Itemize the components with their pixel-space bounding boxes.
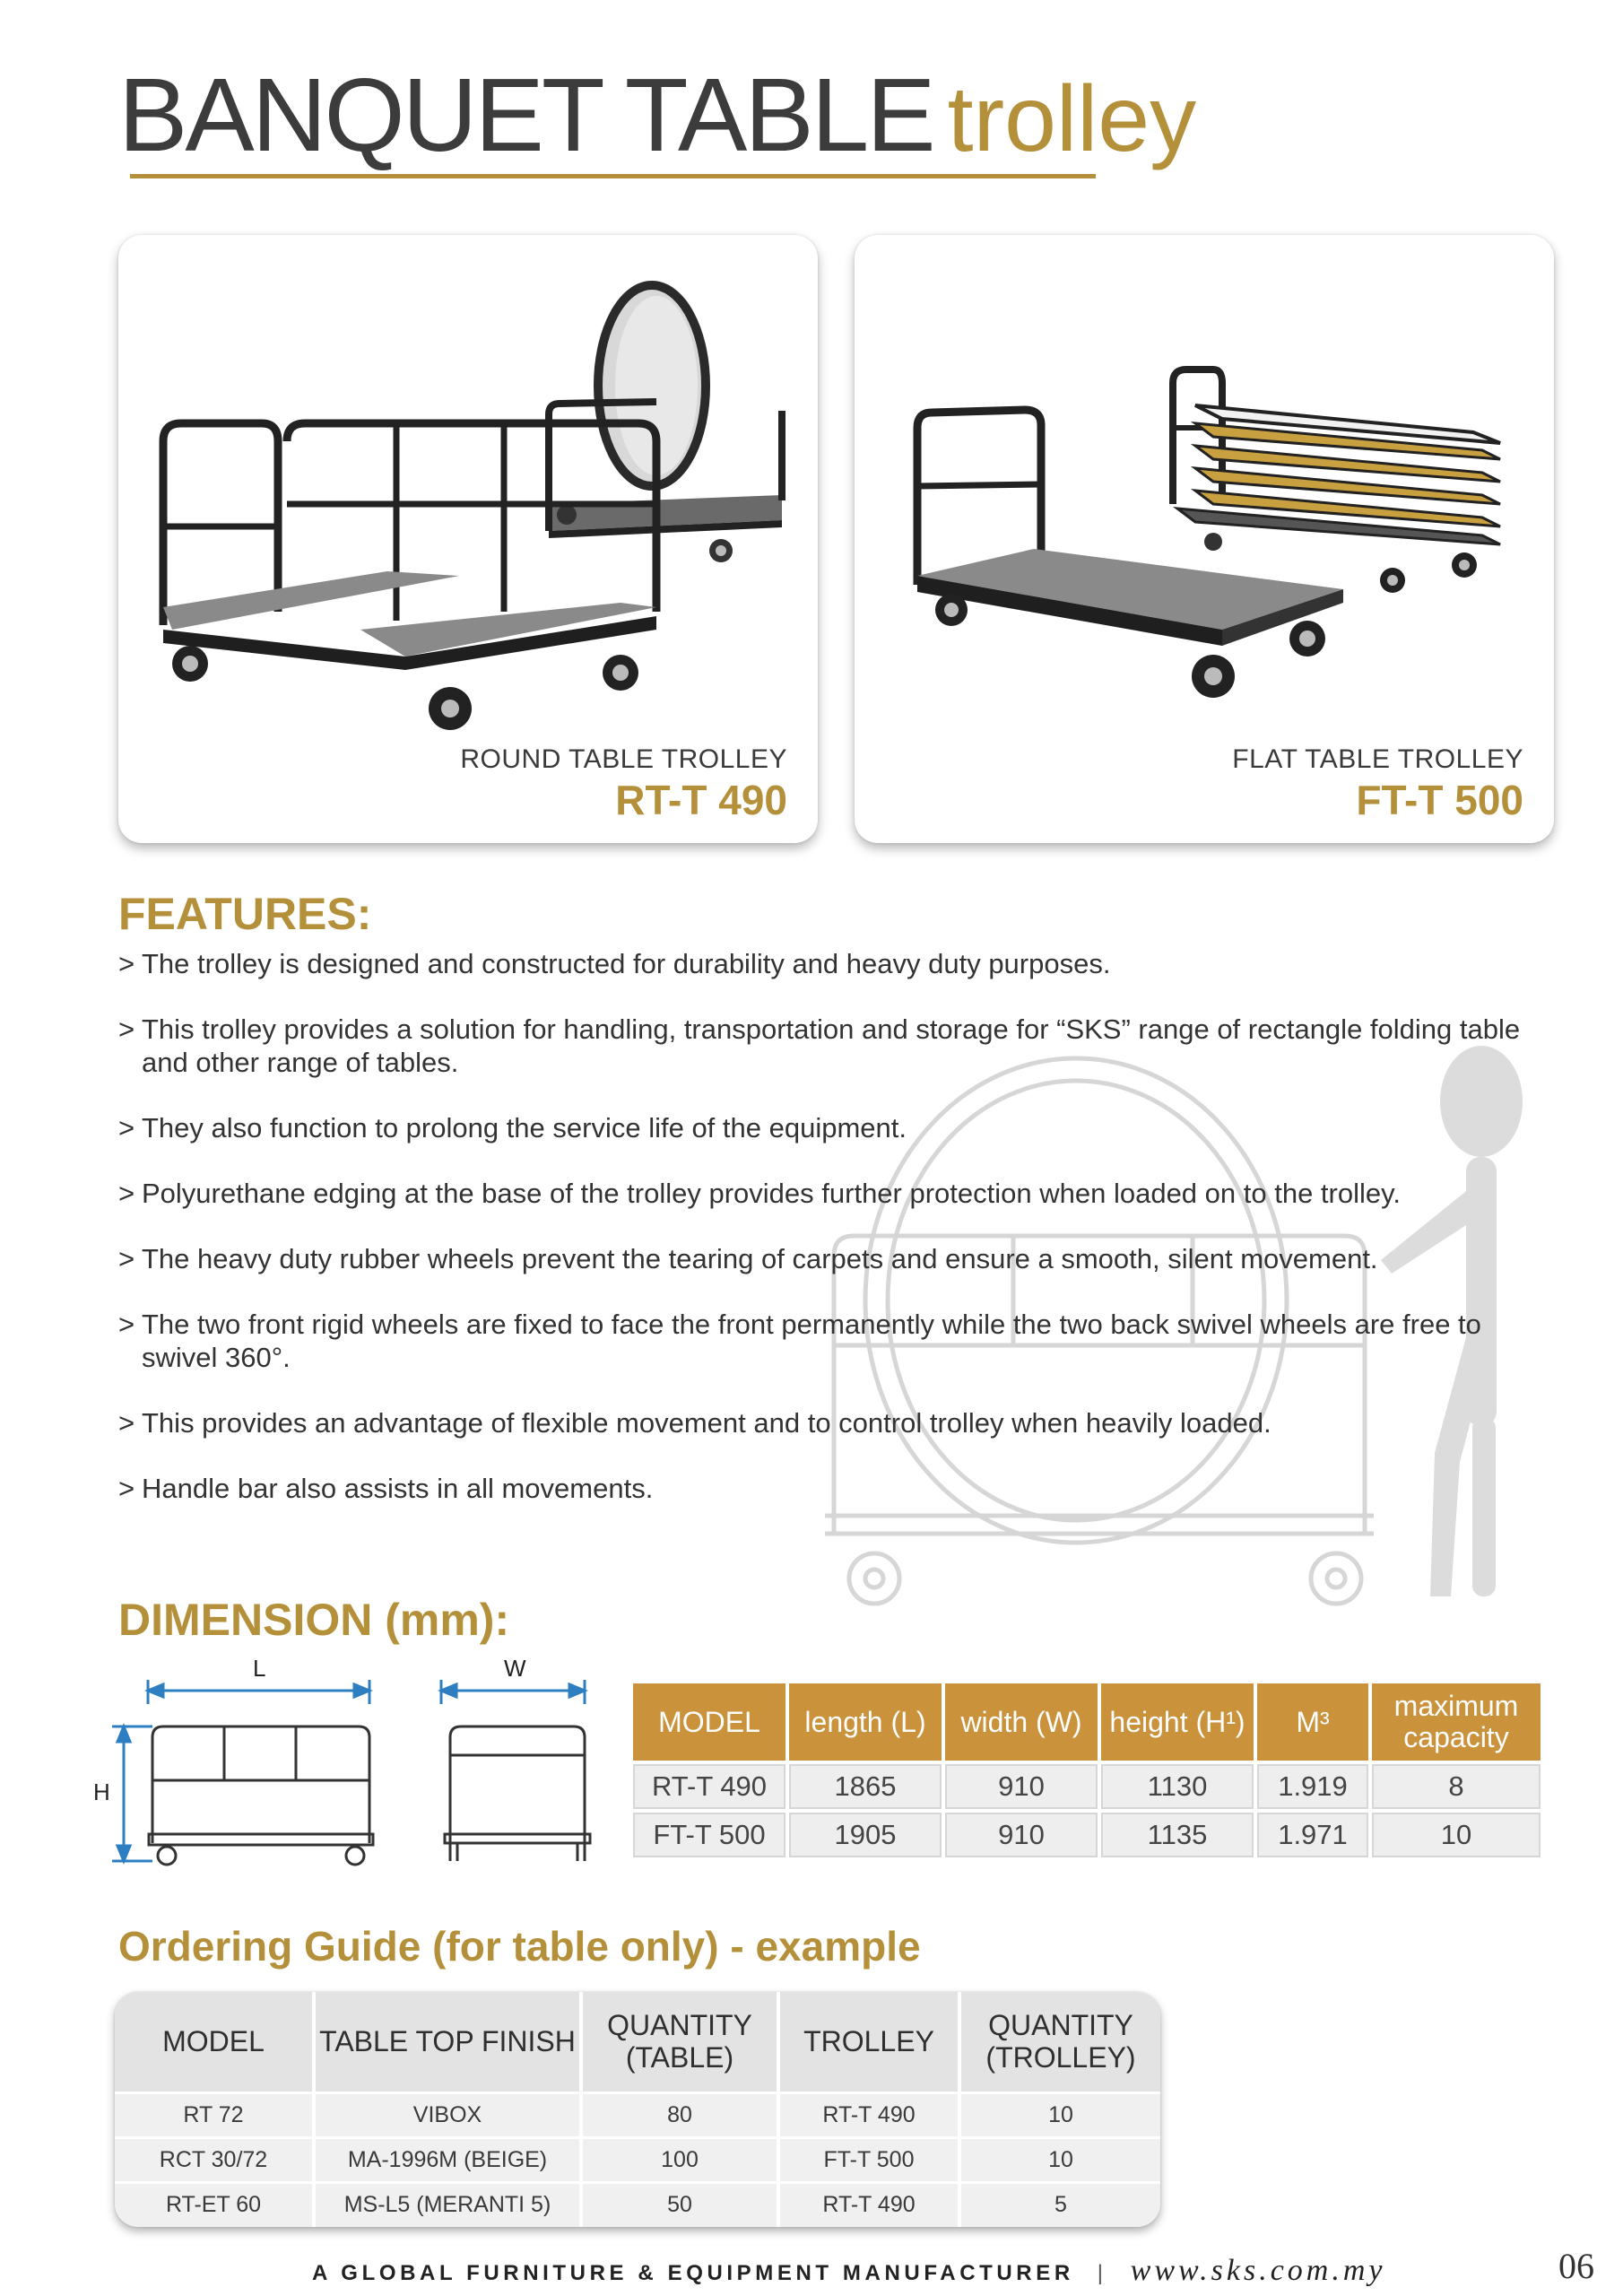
table-cell: 10	[959, 2092, 1160, 2137]
table-cell: 1865	[789, 1764, 942, 1809]
table-cell: 910	[945, 1764, 1098, 1809]
list-bullet: >	[118, 1309, 135, 1340]
table-header-row	[633, 1683, 1541, 1761]
page-number: 06	[1558, 2246, 1594, 2286]
list-item	[118, 1242, 1553, 1275]
column-header: width (W)	[945, 1683, 1098, 1761]
list-bullet: >	[118, 1112, 135, 1144]
table-cell: RT-T 490	[778, 2092, 959, 2137]
feature-text: This provides an advantage of flexible movement and to control trolley when heavily loaded.	[142, 1407, 1271, 1439]
table-cell: 8	[1372, 1764, 1541, 1809]
features-list	[118, 947, 1553, 1537]
table-cell: 50	[581, 2182, 778, 2227]
table-cell: 1130	[1101, 1764, 1254, 1809]
table-cell: 80	[581, 2092, 778, 2137]
table-cell: RT 72	[115, 2092, 314, 2137]
table-cell: 10	[959, 2137, 1160, 2182]
table-cell: 1.919	[1257, 1764, 1368, 1809]
column-header: length (L)	[789, 1683, 942, 1761]
table-header-row	[115, 1992, 1160, 2092]
product-card-flat-trolley[interactable]	[855, 235, 1554, 843]
table-cell: MA-1996M (BEIGE)	[314, 2137, 581, 2182]
column-header: TABLE TOP FINISH	[314, 1992, 581, 2092]
table-row	[115, 2182, 1160, 2227]
table-cell: RCT 30/72	[115, 2137, 314, 2182]
list-bullet: >	[118, 1407, 135, 1439]
list-item	[118, 1406, 1553, 1439]
feature-text: The trolley is designed and constructed for durability and heavy duty purposes.	[142, 948, 1111, 979]
footer-separator: |	[1097, 2261, 1107, 2285]
product-code: FT-T 500	[1356, 777, 1523, 823]
dimension-table	[629, 1680, 1544, 1861]
feature-text: This trolley provides a solution for handling, transportation and storage for “SKS” range of rectangle folding table and other range of tables.	[142, 1013, 1521, 1078]
column-header: MODEL	[633, 1683, 785, 1761]
title-accent: trolley	[947, 67, 1197, 171]
list-item	[118, 1013, 1553, 1079]
list-bullet: >	[118, 1013, 135, 1045]
list-bullet: >	[118, 1178, 135, 1209]
table-cell: 10	[1372, 1813, 1541, 1857]
page-title	[118, 57, 1197, 173]
column-header: height (H¹)	[1101, 1683, 1254, 1761]
column-header: QUANTITY (TABLE)	[581, 1992, 778, 2092]
list-bullet: >	[118, 1473, 135, 1504]
table-row	[115, 2137, 1160, 2182]
dimension-diagram	[90, 1655, 601, 1888]
footer-url-link[interactable]: www.sks.com.my	[1130, 2254, 1386, 2287]
table-cell: 1905	[789, 1813, 942, 1857]
product-label: ROUND TABLE TROLLEY	[460, 744, 787, 774]
feature-text: Handle bar also assists in all movements.	[142, 1473, 654, 1504]
footer	[312, 2254, 1386, 2288]
feature-text: They also function to prolong the service life of the equipment.	[142, 1112, 907, 1144]
title-main: BANQUET TABLE	[118, 57, 933, 173]
table-cell: MS-L5 (MERANTI 5)	[314, 2182, 581, 2227]
ordering-table-container	[115, 1992, 1160, 2227]
column-header: M³	[1257, 1683, 1368, 1761]
table-row	[115, 2092, 1160, 2137]
table-cell: 5	[959, 2182, 1160, 2227]
column-header: maximum capacity	[1372, 1683, 1541, 1761]
table-cell: VIBOX	[314, 2092, 581, 2137]
list-item	[118, 1177, 1553, 1210]
table-cell: 100	[581, 2137, 778, 2182]
product-code: RT-T 490	[615, 777, 787, 823]
table-cell: 910	[945, 1813, 1098, 1857]
product-card-round-trolley[interactable]	[118, 235, 818, 843]
list-bullet: >	[118, 948, 135, 979]
title-underline	[130, 174, 1096, 178]
feature-text: Polyurethane edging at the base of the trolley provides further protection when loaded on to the trolley.	[142, 1178, 1401, 1209]
column-header: TROLLEY	[778, 1992, 959, 2092]
list-item	[118, 1472, 1553, 1505]
dimension-heading: DIMENSION (mm):	[118, 1595, 510, 1645]
product-label: FLAT TABLE TROLLEY	[1232, 744, 1523, 774]
table-row	[633, 1813, 1541, 1857]
table-cell: RT-T 490	[778, 2182, 959, 2227]
table-cell: RT-ET 60	[115, 2182, 314, 2227]
table-cell: FT-T 500	[633, 1813, 785, 1857]
dimension-label-l: L	[253, 1655, 266, 1682]
table-cell: 1135	[1101, 1813, 1254, 1857]
ordering-heading: Ordering Guide (for table only) - example	[118, 1923, 921, 1970]
table-cell: 1.971	[1257, 1813, 1368, 1857]
dimension-label-w: W	[504, 1655, 526, 1682]
column-header: MODEL	[115, 1992, 314, 2092]
flat-table-trolley-image	[855, 235, 1554, 737]
table-cell: FT-T 500	[778, 2137, 959, 2182]
footer-tagline: A GLOBAL FURNITURE & EQUIPMENT MANUFACTURER	[312, 2261, 1074, 2285]
list-item	[118, 1111, 1553, 1144]
table-row	[633, 1764, 1541, 1809]
round-table-trolley-image	[118, 235, 818, 737]
ordering-table	[115, 1992, 1160, 2227]
list-bullet: >	[118, 1243, 135, 1274]
list-item	[118, 1308, 1553, 1374]
dimension-label-h: H	[93, 1779, 110, 1805]
features-heading: FEATURES:	[118, 889, 372, 939]
column-header: QUANTITY (TROLLEY)	[959, 1992, 1160, 2092]
table-cell: RT-T 490	[633, 1764, 785, 1809]
feature-text: The heavy duty rubber wheels prevent the tearing of carpets and ensure a smooth, silent movement.	[142, 1243, 1378, 1274]
feature-text: The two front rigid wheels are fixed to face the front permanently while the two back swivel wheels are free to swivel 360°.	[142, 1309, 1481, 1373]
list-item	[118, 947, 1553, 980]
